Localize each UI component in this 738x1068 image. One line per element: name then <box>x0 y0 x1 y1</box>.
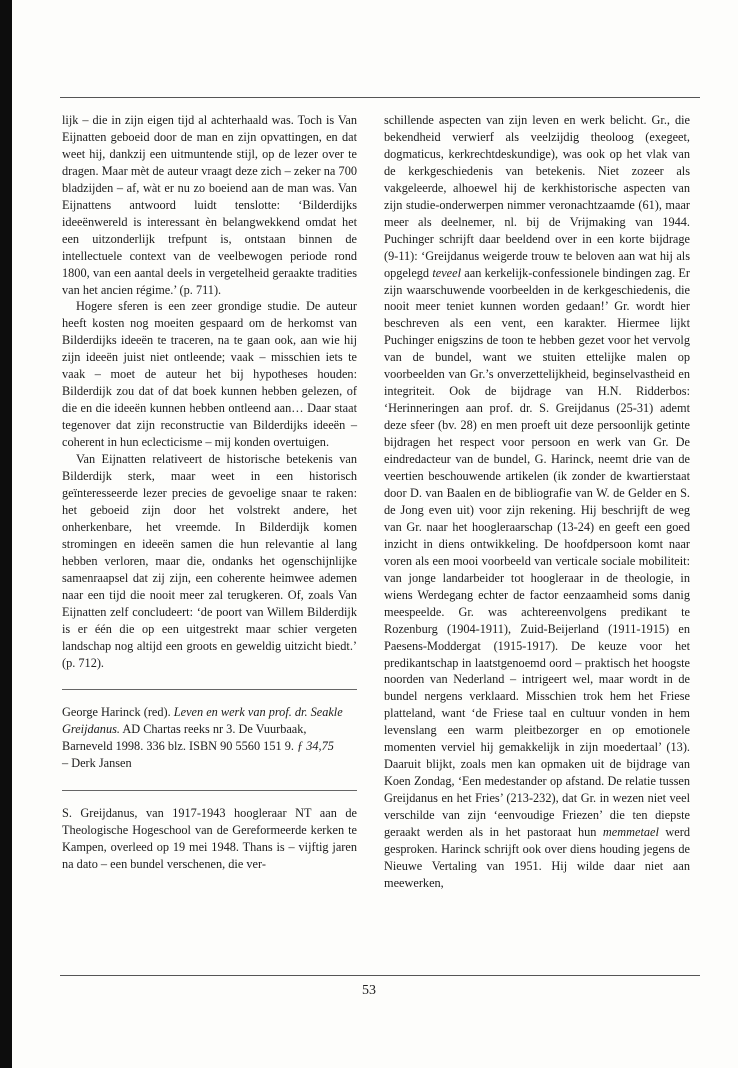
text-run: schillende aspecten van zijn leven en werk belicht. Gr., die bekendheid verwierf als veelzijdig theoloog (exegeet, dogmaticus, kerkrechtdeskundige), was ook op het vlak van de kerkgeschiedenis van betekenis. Niet zozeer als vakgeleerde, alhoewel hij de kerkhistorische aspecten van zijn studie-onderwerpen nimmer veronachtzaamde (61), maar meer als deelnemer, nl. bij de Vrijmaking van 1944. Puchinger schrijft daar beeldend over in een korte bijdrage (9-11): ‘Greijdanus weigerde trouw te beloven aan wat hij als opgelegd <box>384 113 690 280</box>
paragraph: S. Greijdanus, van 1917-1943 hoogleraar NT aan de Theologische Hogeschool van de Gereformeerde kerken te Kampen, overleed op 19 mei 1948. Thans is – vijftig jaren na dato – een bundel verschenen, die ver- <box>62 806 357 872</box>
section-divider <box>62 790 357 791</box>
review-editor: George Harinck (red). <box>62 705 171 720</box>
paragraph <box>384 112 690 892</box>
review-details: AD Chartas reeks nr 3. De Vuurbaak, Barneveld 1998. 336 blz. ISBN 90 5560 151 9. <box>62 722 307 754</box>
review-price: ƒ 34,75 <box>297 739 334 754</box>
paragraph: Van Eijnatten relativeert de historische betekenis van Bilderdijk sterk, maar weet in een historisch geïnteresseerde lezer precies de gevoelige snaar te raken: het geboeid zijn door het volstrekt andere, het onherkenbare, het vreemde. In Bilderdijk komen stromingen en ideeën samen die hun relevantie al lang hebben verloren, maar die, ondanks het ogenschijnlijke samenraapsel dat zij zijn, een coherente heimwee ademen naar een tijd die nooit meer zal terugkeren. Of, zoals Van Eijnatten zelf concludeert: ‘de poort van Willem Bilderdijk is er één die op een uitgestrekt maar schier vergeten landschap nog altijd een groots en geweldig uitzicht biedt.’ (p. 712). <box>62 452 357 670</box>
right-column <box>384 112 690 892</box>
paragraph: lijk – die in zijn eigen tijd al achterhaald was. Toch is Van Eijnatten geboeid door de man en zijn opvattingen, en dat weet hij, dankzij een uitmuntende stijl, op de lezer over te dragen. Maar mèt de auteur vraagt deze zich – zeker na 700 bladzijden – af, wàt er nu zo boeiend aan de man was. Van Eijnattens antwoord luidt tenslotte: ‘Bilderdijks ideeënwereld is interessant èn belangwekkend omdat het een uitzonderlijk trefpunt is, ontstaan binnen de intellectuele context van de veelbewogen periode rond 1800, van een aantal deels in vergetelheid geraakte tradities van het ancien régime.’ (p. 711). <box>62 113 357 297</box>
text-run: aan kerkelijk-confessionele bindingen zag. Er zijn waarschuwende voorbeelden in de kerkgeschiedenis, die nooit meer teniet kunnen worden gedaan!’ Gr. wordt hier beschreven als een vent, een karakter. Hiermee lijkt Puchinger enigszins de toon te hebben gezet voor het vervolg van de bundel, want we stuiten ettelijke malen op voorbeelden van Gr.’s onverzettelijkheid, beginselvastheid en integriteit. Ook de bijdrage van H.N. Ridderbos: ‘Herinneringen aan prof. dr. S. Greijdanus (25-31) ademt deze sfeer (bv. 28) en men proeft uit deze persoonlijk getinte bijdragen het respect voor persoon en werk van Gr. De eindredacteur van de bundel, G. Harinck, neemt drie van de veertien beschouwende artikelen (ik zonder de kwartierstaat door D. van Baalen en de bibliografie van W. de Gelder en S. de Jong even uit) voor zijn rekening. Hij beschrijft de weg van Gr. naar het hoogleraarschap (13-24) en geeft een goed inzicht in diens ontwikkeling. De hoofdpersoon komt naar voren als een mooi voorbeeld van verticale sociale mobiliteit: van jonge landarbeider tot hoogleraar in de theologie, in wiens Werdegang echter de factor eenzaamheid soms danig meespeelde. Gr. was achtereenvolgens predikant te Rozenburg (1904-1911), Zuid-Beijerland (1911-1915) en Paesens-Moddergat (1915-1917). De keuze voor het predikantschap in laatstgenoemd oord – praktisch het hoogste noorden van Nederland – intrigeert wel, maar wordt in de bundel nergens verklaard. Misschien trok hem het Friese platteland, want ‘de Friese taal en cultuur vonden in hem levenslang een warm pleitbezorger en op emotionele momenten verviel hij gemakkelijk in zijn moedertaal’ (13). Daaruit blijkt, zoals men kan opmaken uit de bijdrage van Koen Zondag, ‘Een medestander op afstand. De relatie tussen Greijdanus en het Fries’ (213-232), dat Gr. in wezen niet veel verschilde van zijn ‘eenvoudige Friezen’ die ten diepste geraakt werden als in het pastoraat hun <box>384 265 691 840</box>
binding-edge <box>0 0 12 1068</box>
emphasis: memmetael <box>602 825 659 840</box>
section-divider <box>62 689 357 690</box>
left-column <box>62 112 357 873</box>
reviewer-name: – Derk Jansen <box>62 756 132 771</box>
text-run: werd gesproken. Harinck schrijft ook over diens houding jegens de Nieuwe Vertaling van 1951. Hij wilde daar niet aan meewerken, <box>384 825 690 890</box>
footer-rule <box>60 975 700 976</box>
header-rule <box>60 97 700 98</box>
emphasis: teveel <box>432 265 462 280</box>
review-book-title: Leven en werk van prof. dr. Seakle Greijdanus. <box>62 705 343 737</box>
review-citation <box>62 704 357 755</box>
page-number: 53 <box>362 983 376 998</box>
paragraph: Hogere sferen is een zeer grondige studie. De auteur heeft kosten nog moeiten gespaard om de herkomst van Bilderdijks ideeën te traceren, na te gaan ook, aan wie hij zijn ideeën juist niet ontleende; vaak – misschien iets te vaak – moet de auteur het bij hypotheses houden: Bilderdijk zou dat of dat boek kunnen hebben gelezen, of die en die ideeën kunnen hebben ontleend aan… Daar staat tegenover dat zijn reconstructie van Bilderdijks ideeën – coherent in hun eclecticisme – mij konden overtuigen. <box>62 299 357 450</box>
book-review-header <box>62 704 357 772</box>
